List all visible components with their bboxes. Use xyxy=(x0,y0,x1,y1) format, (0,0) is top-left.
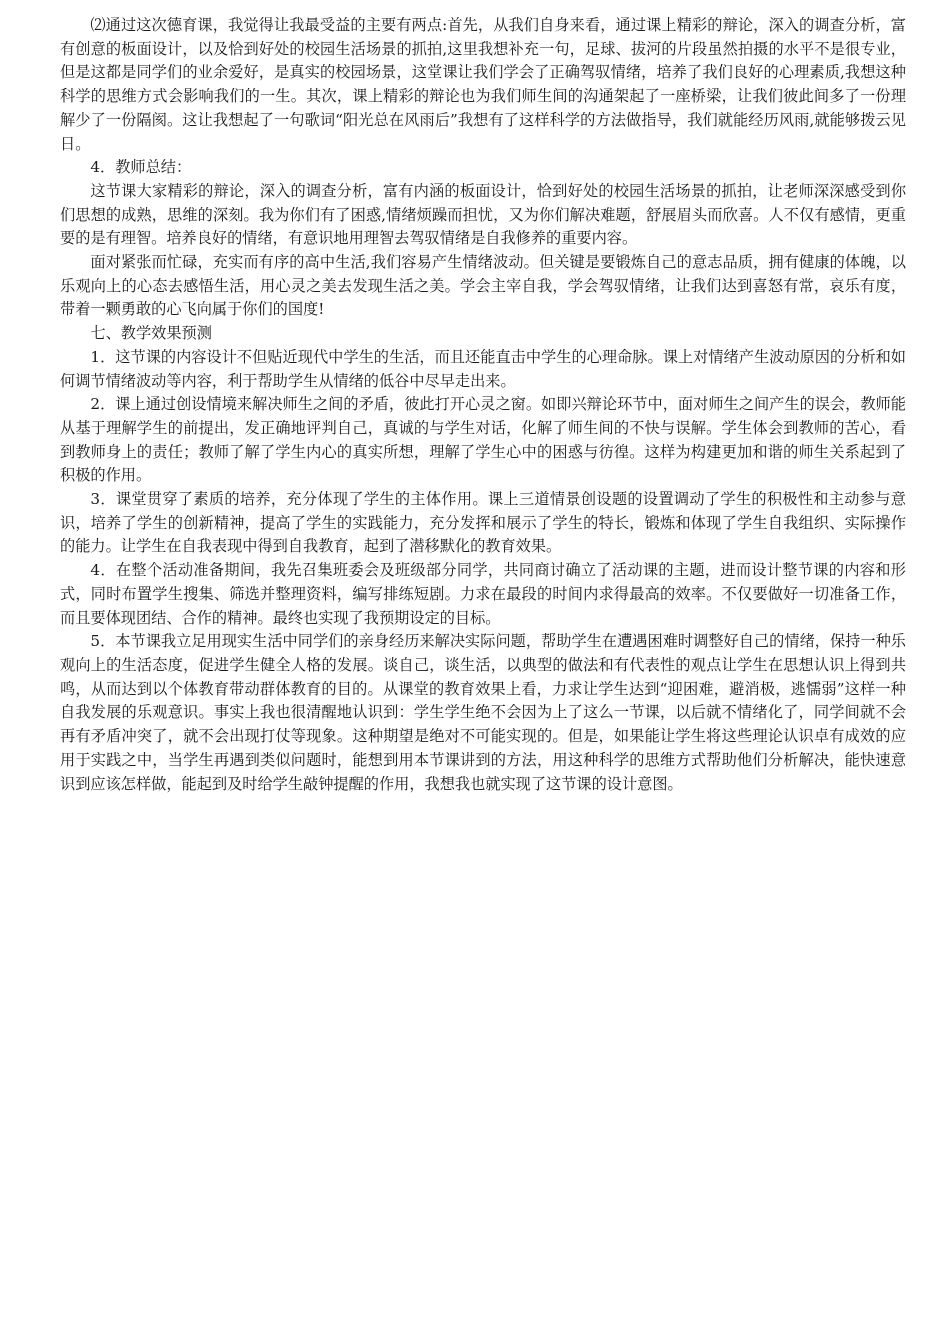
paragraph-prediction-4: 4．在整个活动准备期间，我先召集班委会及班级部分同学，共同商讨确立了活动课的主题，进而设计整节课的内容和形式，同时布置学生搜集、筛选并整理资料，编写排练短剧。力求在最段的时间内求得最高的效率。不仅要做好一切准备工作，而且要体现团结、合作的精神。最终也实现了我预期设定的目标。 xyxy=(60,561,906,627)
document-page xyxy=(60,14,906,796)
heading-effect-prediction: 七、教学效果预测 xyxy=(90,324,212,343)
paragraph-prediction-5: 5．本节课我立足用现实生活中同学们的亲身经历来解决实际问题，帮助学生在遭遇困难时调整好自己的情绪，保持一种乐观向上的生活态度，促进学生健全人格的发展。谈自己，谈生活，以典型的做法和有代表性的观点让学生在思想认识上得到共鸣，从而达到以个体教育带动群体教育的目的。从课堂的教育效果上看，力求让学生达到“迎困难，避消极，逃懦弱”这样一种自我发展的乐观意识。事实上我也很清醒地认识到：学生学生绝不会因为上了这么一节课，以后就不情绪化了，同学间就不会再有矛盾冲突了，就不会出现打仗等现象。这种期望是绝对不可能实现的。但是，如果能让学生将这些理论认识卓有成效的应用于实践之中，当学生再遇到类似问题时，能想到用本节课讲到的方法，用这种科学的思维方式帮助他们分析解决，能快速意识到应该怎样做，能起到及时给学生敲钟提醒的作用，我想我也就实现了这节课的设计意图。 xyxy=(60,632,906,793)
paragraph-summary-2: 面对紧张而忙碌，充实而有序的高中生活,我们容易产生情绪波动。但关键是要锻炼自己的意志品质，拥有健康的体魄，以乐观向上的心态去感悟生活，用心灵之美去发现生活之美。学会主宰自我，学会驾驭情绪，让我们达到喜怒有常，哀乐有度，带着一颗勇敢的心飞向属于你们的国度! xyxy=(60,253,906,319)
paragraph-prediction-1: 1．这节课的内容设计不但贴近现代中学生的生活，而且还能直击中学生的心理命脉。课上对情绪产生波动原因的分析和如何调节情绪波动等内容，利于帮助学生从情绪的低谷中尽早走出来。 xyxy=(60,347,906,390)
paragraph-summary-1: 这节课大家精彩的辩论，深入的调查分析，富有内涵的板面设计，恰到好处的校园生活场景的抓拍，让老师深深感受到你们思想的成熟，思维的深刻。我为你们有了困惑,情绪烦躁而担忧，又为你们解决难题，舒展眉头而欣喜。人不仅有感情，更重要的是有理智。培养良好的情绪，有意识地用理智去驾驭情绪是自我修养的重要内容。 xyxy=(60,181,906,248)
paragraph-prediction-3: 3．课堂贯穿了素质的培养，充分体现了学生的主体作用。课上三道情景创设题的设置调动了学生的积极性和主动参与意识，培养了学生的创新精神，提高了学生的实践能力，充分发挥和展示了学生的特长，锻炼和体现了学生自我组织、实际操作的能力。让学生在自我表现中得到自我教育，起到了潜移默化的教育效果。 xyxy=(60,490,906,556)
paragraph-reflection-2: ⑵通过这次德育课，我觉得让我最受益的主要有两点:首先，从我们自身来看，通过课上精彩的辩论，深入的调查分析，富有创意的板面设计，以及恰到好处的校园生活场景的抓拍,这里我想补充一句，足球、拔河的片段虽然拍摄的水平不是很专业，但是这都是同学们的业余爱好，是真实的校园场景，这堂课让我们学会了正确驾驭情绪，培养了我们良好的心理素质,我想这种科学的思维方式会影响我们的一生。其次，课上精彩的辩论也为我们师生间的沟通架起了一座桥梁，让我们彼此间多了一份理解少了一份隔阂。这让我想起了一句歌词“阳光总在风雨后”我想有了这样科学的方法做指导，我们就能经历风雨,就能够拨云见日。 xyxy=(60,16,906,153)
heading-teacher-summary: 4．教师总结： xyxy=(90,158,192,177)
paragraph-prediction-2: 2．课上通过创设情境来解决师生之间的矛盾，彼此打开心灵之窗。如即兴辩论环节中，面对师生之间产生的误会，教师能从基于理解学生的前提出，发正确地评判自己，真诚的与学生对话，化解了师生间的不快与误解。学生体会到教师的苦心，看到教师身上的责任；教师了解了学生内心的真实所想，理解了学生心中的困惑与彷徨。这样为构建更加和谐的师生关系起到了积极的作用。 xyxy=(60,395,906,485)
